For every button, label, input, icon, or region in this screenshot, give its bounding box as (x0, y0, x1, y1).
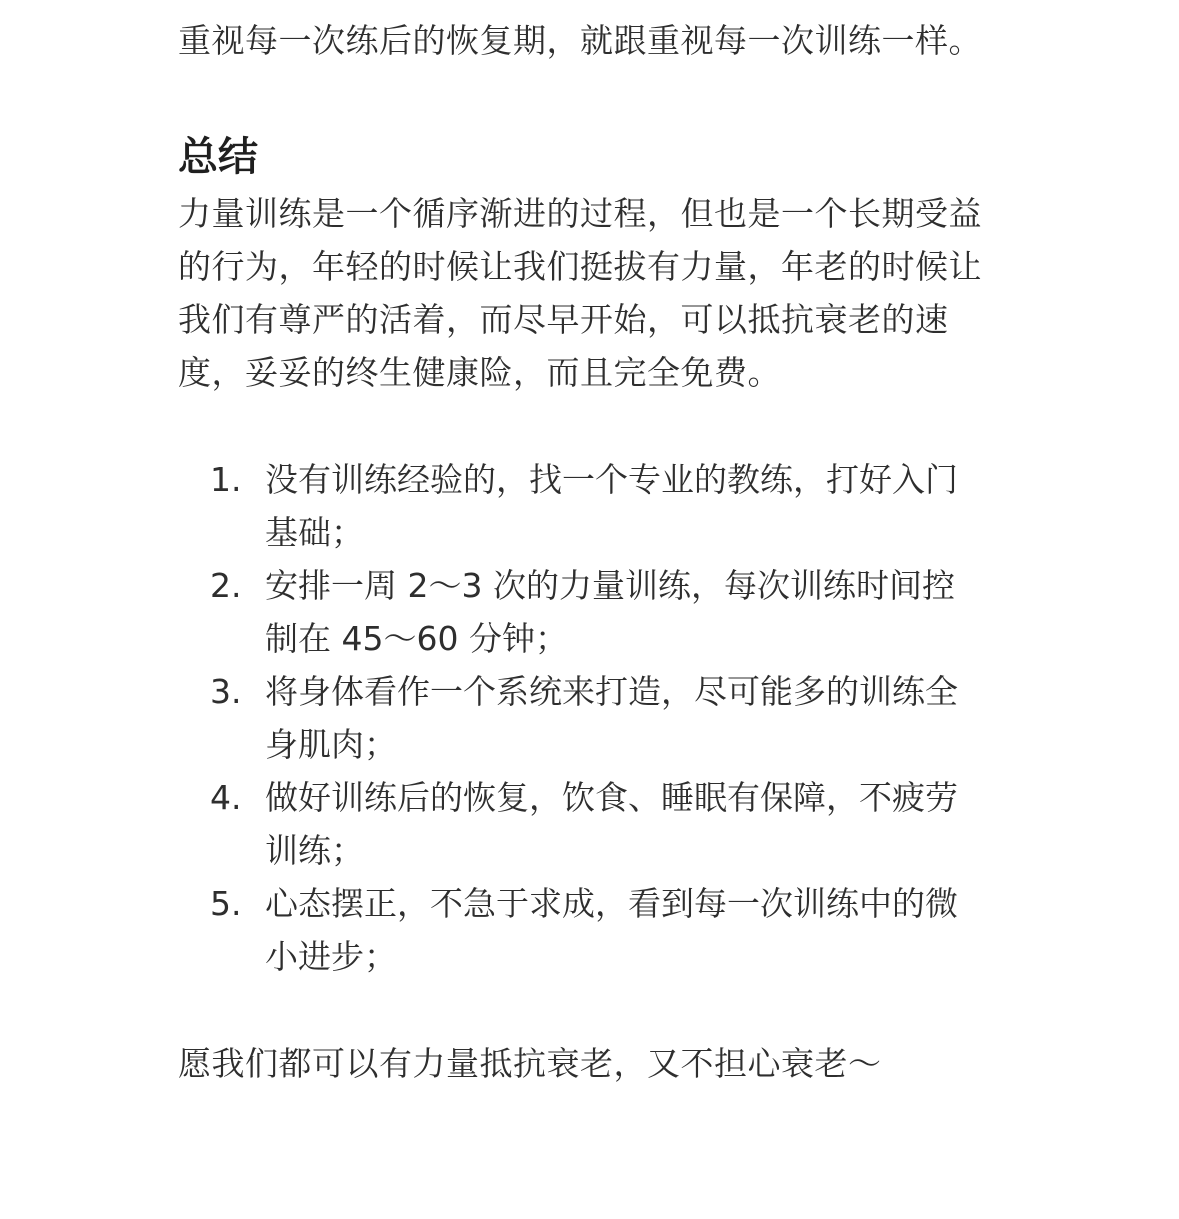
intro-paragraph: 重视每一次练后的恢复期，就跟重视每一次训练一样。 (178, 21, 982, 60)
steps-list (178, 453, 998, 983)
list-item-text: 将身体看作一个系统来打造，尽可能多的训练全身肌肉； (265, 672, 958, 764)
list-item (178, 771, 970, 877)
list-item-number: 4. (210, 778, 242, 817)
list-item (178, 877, 970, 983)
list-item-text: 心态摆正，不急于求成，看到每一次训练中的微小进步； (265, 884, 958, 976)
list-item-number: 5. (210, 884, 242, 923)
list-item (178, 665, 970, 771)
section-heading: 总结 (178, 134, 258, 180)
list-item (178, 453, 970, 559)
list-item-number: 2. (210, 566, 242, 605)
article-body (178, 14, 998, 1090)
closing-paragraph: 愿我们都可以有力量抵抗衰老，又不担心衰老～ (178, 1044, 882, 1083)
list-item-text: 做好训练后的恢复，饮食、睡眠有保障，不疲劳训练； (265, 778, 958, 870)
list-item (178, 559, 970, 665)
list-item-number: 1. (210, 460, 242, 499)
summary-paragraph: 力量训练是一个循序渐进的过程，但也是一个长期受益的行为，年轻的时候让我们挺拔有力量，年老的时候让我们有尊严的活着，而尽早开始，可以抵抗衰老的速度，妥妥的终生健康险，而且完全免费。 (178, 194, 982, 392)
list-item-text: 安排一周 2～3 次的力量训练，每次训练时间控制在 45～60 分钟； (265, 566, 955, 658)
list-item-number: 3. (210, 672, 242, 711)
list-item-text: 没有训练经验的，找一个专业的教练，打好入门基础； (265, 460, 958, 552)
